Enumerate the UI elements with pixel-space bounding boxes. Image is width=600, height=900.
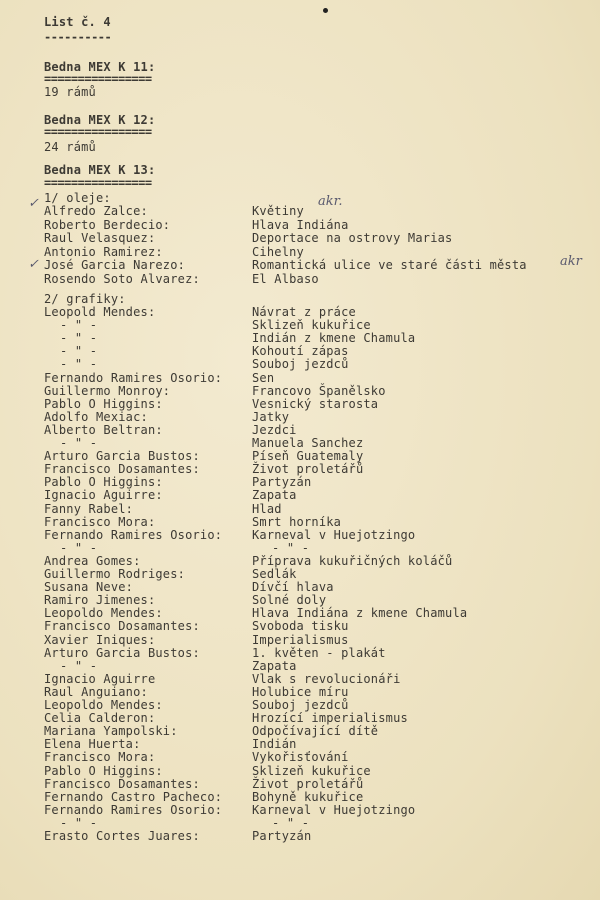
artwork-title: Smrt horníka — [252, 514, 342, 529]
section-value: 24 rámů — [44, 140, 96, 154]
section-title: Bedna MEX K 11: — [44, 60, 156, 74]
artwork-title: Imperialismus — [252, 632, 349, 647]
artwork-title: Příprava kukuřičných koláčů — [252, 553, 453, 568]
artist-name: Guillermo Monroy: — [44, 383, 171, 398]
artwork-title: Odpočívající dítě — [252, 724, 379, 739]
artist-name: Francisco Mora: — [44, 514, 156, 529]
artist-name: Raul Velasquez: — [44, 231, 156, 246]
section-title: Bedna MEX K 12: — [44, 113, 156, 127]
section-rule: ================ — [44, 72, 152, 86]
section-value: 19 rámů — [44, 85, 96, 99]
artwork-title: Vesnický starosta — [252, 396, 379, 411]
artist-name: Alfredo Zalce: — [44, 204, 148, 218]
artwork-title: Píseň Guatemaly — [252, 449, 364, 464]
artist-name: Francisco Mora: — [44, 750, 156, 765]
artist-name: Leopold Mendes: — [44, 305, 156, 319]
artwork-title: Karneval v Huejotzingo — [252, 802, 416, 817]
artwork-title: Jatky — [252, 409, 290, 424]
artist-name: Ignacio Aguirre: — [44, 488, 163, 503]
artist-name: Ramiro Jimenes: — [44, 593, 156, 608]
section-title: Bedna MEX K 13: — [44, 163, 156, 177]
artwork-title: Partyzán — [252, 475, 312, 490]
artwork-title: Hlava Indiána z kmene Chamula — [252, 606, 468, 621]
artist-name: - " - — [60, 436, 98, 450]
oils-heading: 1/ oleje: — [44, 191, 111, 205]
artist-name: - " - — [60, 344, 98, 359]
list-number: List č. 4 — [44, 15, 111, 29]
artist-name: Andrea Gomes: — [44, 553, 141, 568]
artist-name: Pablo O Higgins: — [44, 763, 163, 778]
artist-name: Arturo Garcia Bustos: — [44, 645, 200, 660]
graphics-heading: 2/ grafiky: — [44, 292, 126, 306]
artist-name: Leopoldo Mendes: — [44, 698, 163, 712]
margin-check-mark: ✓ — [28, 257, 39, 272]
artist-name: Xavier Iniques: — [44, 632, 156, 647]
artist-name: Fernando Ramires Osorio: — [44, 802, 223, 817]
artwork-title: Sedlák — [252, 567, 297, 581]
artist-name: Francisco Dosamantes: — [44, 462, 200, 477]
artist-name: Fernando Ramires Osorio: — [44, 370, 223, 385]
artist-name: - " - — [60, 331, 98, 346]
section-rule: ================ — [44, 176, 152, 190]
list-underline: ---------- — [44, 30, 112, 44]
artist-name: Adolfo Mexiac: — [44, 409, 148, 424]
artist-name: Guillermo Rodriges: — [44, 567, 186, 581]
artist-name: Mariana Yampolski: — [44, 724, 178, 739]
section-rule: ================ — [44, 125, 152, 139]
artist-name: Fernando Castro Pacheco: — [44, 789, 223, 804]
artwork-title: Sen — [252, 370, 275, 385]
handwritten-note-akr: akr. — [318, 194, 343, 209]
artwork-title: Manuela Sanchez — [252, 436, 364, 450]
artwork-title: Život proletářů — [252, 462, 364, 477]
artist-name: Antonio Ramirez: — [44, 244, 163, 259]
artist-name: Erasto Cortes Juares: — [44, 829, 200, 843]
artist-name: - " - — [60, 357, 98, 372]
artist-name: Pablo O Higgins: — [44, 396, 163, 411]
artist-name: Elena Huerta: — [44, 737, 141, 752]
artist-name: Francisco Dosamantes: — [44, 776, 200, 791]
artwork-title: Solné doly — [252, 593, 327, 608]
artwork-title: Partyzán — [252, 829, 312, 843]
artist-name: Francisco Dosamantes: — [44, 619, 200, 634]
artwork-title: Cihelny — [252, 244, 304, 259]
artwork-title: Vykořisťování — [252, 750, 349, 765]
handwritten-note-akr: akr — [560, 254, 582, 269]
artist-name: Raul Anguiano: — [44, 684, 148, 699]
artwork-title: Květiny — [252, 204, 304, 218]
artist-name: Rosendo Soto Alvarez: — [44, 271, 200, 286]
artist-name: - " - — [60, 658, 98, 673]
artwork-title: Karneval v Huejotzingo — [252, 527, 416, 542]
artwork-title: Hrozící imperialismus — [252, 711, 408, 726]
artwork-title: Návrat z práce — [252, 305, 356, 319]
artist-name: - " - — [60, 815, 98, 830]
artist-name: - " - — [60, 318, 98, 333]
page-punch-dot — [323, 8, 328, 13]
artwork-title: Sklizeň kukuřice — [252, 318, 371, 333]
artwork-title: Zapata — [252, 658, 297, 673]
artwork-title: Hlad — [252, 501, 282, 516]
artwork-title: Hlava Indiána — [252, 217, 349, 232]
artwork-title: Život proletářů — [252, 776, 364, 791]
margin-check-mark: ✓ — [28, 196, 39, 211]
artwork-title: Bohyně kukuřice — [252, 789, 364, 804]
artwork-title: Indián — [252, 737, 297, 752]
artist-name: Susana Neve: — [44, 580, 134, 595]
artist-name: Alberto Beltran: — [44, 422, 163, 437]
artwork-title: - " - — [272, 540, 310, 555]
artwork-title: Souboj jezdců — [252, 357, 349, 372]
artwork-title: Souboj jezdců — [252, 698, 349, 712]
artwork-title: Svoboda tisku — [252, 619, 349, 634]
artist-name: José Garcia Narezo: — [44, 258, 186, 273]
artwork-title: Sklizeň kukuřice — [252, 763, 371, 778]
artist-name: Pablo O Higgins: — [44, 475, 163, 490]
artist-name: Fanny Rabel: — [44, 501, 134, 516]
artwork-title: Holubice míru — [252, 684, 349, 699]
artist-name: Roberto Berdecio: — [44, 217, 171, 232]
artist-name: Celia Calderon: — [44, 711, 156, 726]
artwork-title: Zapata — [252, 488, 297, 503]
artwork-title: Indián z kmene Chamula — [252, 331, 416, 346]
artwork-title: 1. květen - plakát — [252, 645, 386, 660]
artwork-title: - " - — [272, 815, 310, 830]
artwork-title: Francovo Španělsko — [252, 383, 386, 398]
artist-name: - " - — [60, 540, 98, 555]
artwork-title: Jezdci — [252, 422, 297, 437]
artist-name: Arturo Garcia Bustos: — [44, 449, 200, 464]
artwork-title: El Albaso — [252, 271, 319, 286]
artist-name: Fernando Ramires Osorio: — [44, 527, 223, 542]
artwork-title: Deportace na ostrovy Marias — [252, 231, 453, 246]
artist-name: Leopoldo Mendes: — [44, 606, 163, 621]
artwork-title: Romantická ulice ve staré části města — [252, 258, 527, 273]
artwork-title: Kohoutí zápas — [252, 344, 349, 359]
artwork-title: Vlak s revolucionáři — [252, 671, 401, 686]
artwork-title: Dívčí hlava — [252, 580, 334, 595]
artist-name: Ignacio Aguirre — [44, 671, 156, 686]
